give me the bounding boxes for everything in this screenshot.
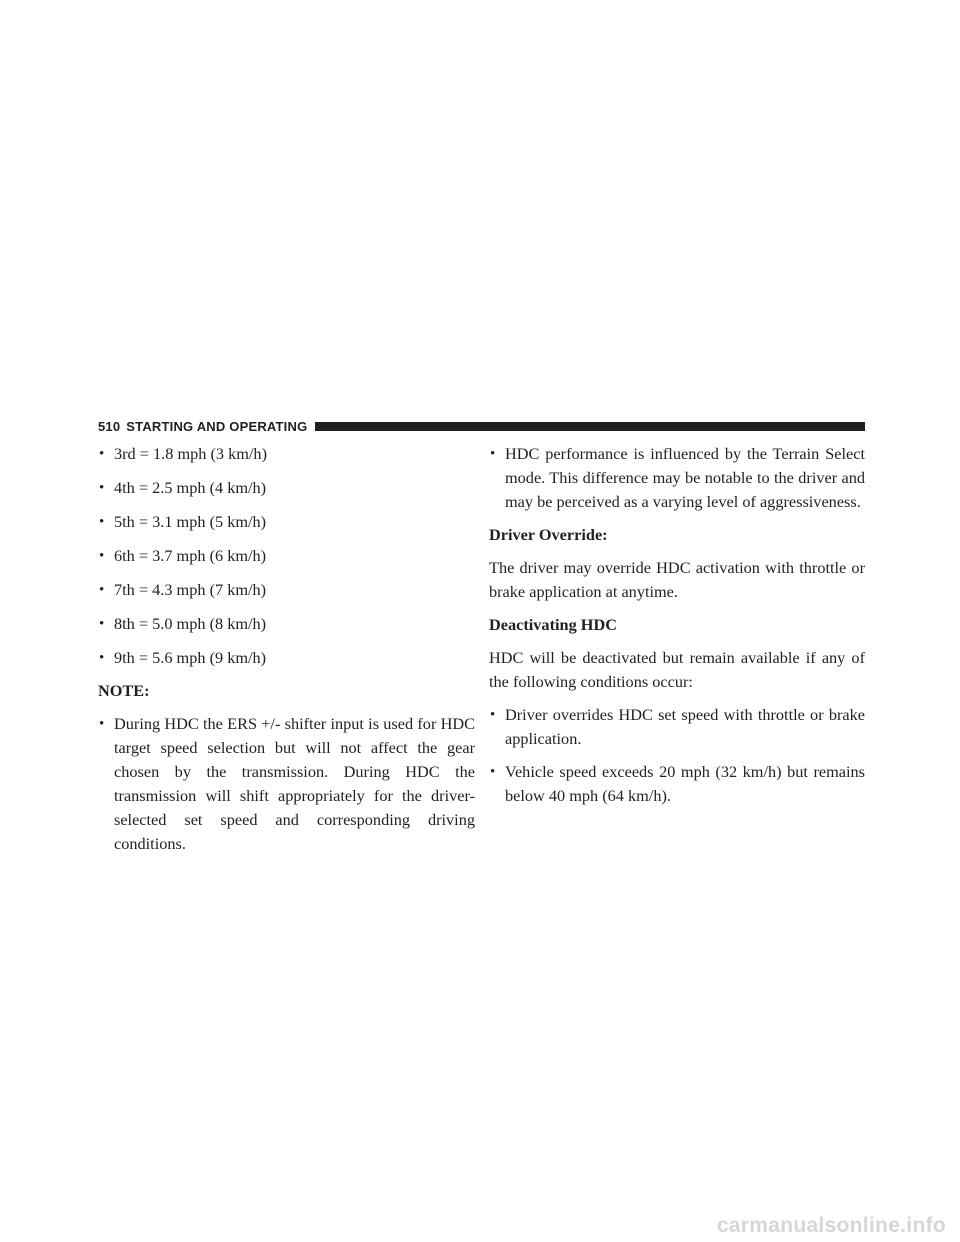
watermark: carmanualsonline.info xyxy=(716,1214,946,1237)
note-bullet: • During HDC the ERS +/- shifter input is used for HDC target speed selection but will not affect the gear chosen by the transmission. During HDC the transmission will shift appropriately for the driver-selected set speed and corresponding driving conditions. xyxy=(98,712,475,856)
terrain-select-bullet: • HDC performance is influenced by the Terrain Select mode. This difference may be notable to the driver and may be perceived as a varying level of aggressiveness. xyxy=(489,442,865,514)
gear-speed-item: • 3rd = 1.8 mph (3 km/h) xyxy=(98,442,475,466)
header-rule xyxy=(315,422,865,431)
gear-speed-item: • 4th = 2.5 mph (4 km/h) xyxy=(98,476,475,500)
page-number: 510 xyxy=(98,418,121,434)
gear-speed-item: • 8th = 5.0 mph (8 km/h) xyxy=(98,612,475,636)
left-column xyxy=(98,442,475,856)
gear-speed-item: • 5th = 3.1 mph (5 km/h) xyxy=(98,510,475,534)
driver-override-heading: Driver Override: xyxy=(489,525,608,544)
deactivating-heading: Deactivating HDC xyxy=(489,615,617,634)
deactivation-condition-item: • Vehicle speed exceeds 20 mph (32 km/h) but remains below 40 mph (64 km/h). xyxy=(489,760,865,808)
right-column xyxy=(489,442,865,808)
deactivating-text: HDC will be deactivated but remain available if any of the following conditions occur: xyxy=(489,648,865,691)
page-header xyxy=(98,418,865,434)
note-heading: NOTE: xyxy=(98,681,150,700)
gear-speed-item: • 9th = 5.6 mph (9 km/h) xyxy=(98,646,475,670)
gear-speed-item: • 6th = 3.7 mph (6 km/h) xyxy=(98,544,475,568)
driver-override-text: The driver may override HDC activation with throttle or brake application at anytime. xyxy=(489,558,865,601)
section-title: STARTING AND OPERATING xyxy=(126,418,308,434)
gear-speed-item: • 7th = 4.3 mph (7 km/h) xyxy=(98,578,475,602)
deactivation-condition-item: • Driver overrides HDC set speed with throttle or brake application. xyxy=(489,703,865,751)
